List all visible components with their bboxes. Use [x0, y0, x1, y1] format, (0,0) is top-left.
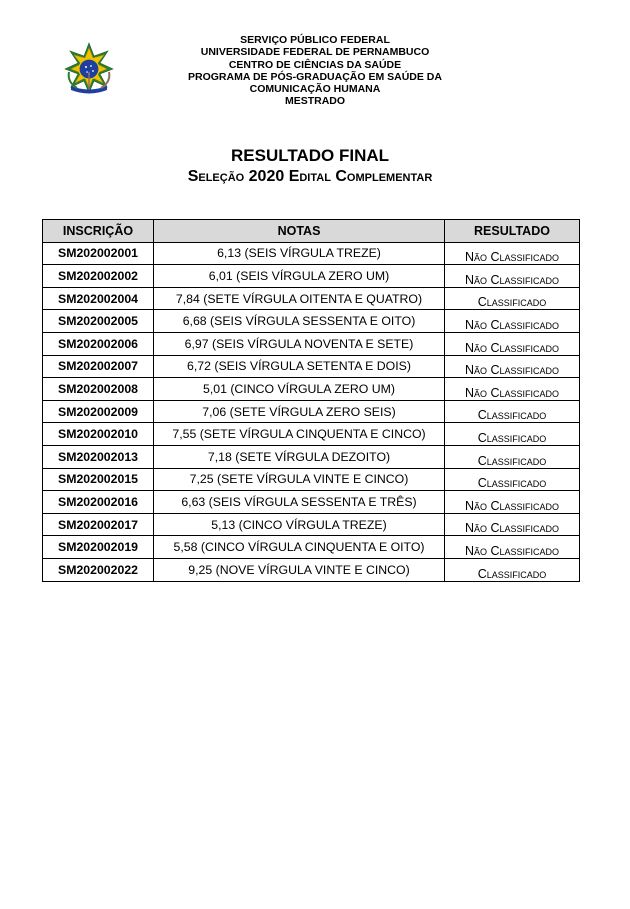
cell-inscricao: SM202002007	[43, 355, 154, 378]
cell-notas: 9,25 (NOVE VÍRGULA VINTE E CINCO)	[154, 558, 445, 581]
cell-inscricao: SM202002010	[43, 423, 154, 446]
page-subtitle: Seleção 2020 Edital Complementar	[187, 168, 433, 185]
cell-resultado: Não Classificado	[445, 491, 580, 514]
cell-resultado: Não Classificado	[445, 536, 580, 559]
title-block	[0, 146, 620, 188]
cell-notas: 5,13 (CINCO VÍRGULA TREZE)	[154, 513, 445, 536]
cell-resultado: Não Classificado	[445, 378, 580, 401]
table-row	[43, 491, 580, 514]
table-row	[43, 536, 580, 559]
cell-resultado: Classificado	[445, 423, 580, 446]
table-row	[43, 513, 580, 536]
cell-notas: 7,06 (SETE VÍRGULA ZERO SEIS)	[154, 400, 445, 423]
cell-notas: 6,01 (SEIS VÍRGULA ZERO UM)	[154, 265, 445, 288]
cell-inscricao: SM202002008	[43, 378, 154, 401]
table-header-row	[43, 220, 580, 243]
header-line: CENTRO DE CIÊNCIAS DA SAÚDE	[228, 58, 402, 71]
cell-notas: 6,68 (SEIS VÍRGULA SESSENTA E OITO)	[154, 310, 445, 333]
table-row	[43, 558, 580, 581]
results-table	[42, 219, 580, 582]
cell-notas: 7,84 (SETE VÍRGULA OITENTA E QUATRO)	[154, 287, 445, 310]
cell-resultado: Não Classificado	[445, 265, 580, 288]
cell-notas: 5,58 (CINCO VÍRGULA CINQUENTA E OITO)	[154, 536, 445, 559]
page-title: RESULTADO FINAL	[230, 146, 390, 165]
cell-inscricao: SM202002004	[43, 287, 154, 310]
cell-inscricao: SM202002017	[43, 513, 154, 536]
cell-resultado: Não Classificado	[445, 513, 580, 536]
cell-notas: 6,63 (SEIS VÍRGULA SESSENTA E TRÊS)	[154, 491, 445, 514]
cell-notas: 7,55 (SETE VÍRGULA CINQUENTA E CINCO)	[154, 423, 445, 446]
cell-resultado: Classificado	[445, 400, 580, 423]
cell-resultado: Não Classificado	[445, 310, 580, 333]
table-row	[43, 355, 580, 378]
table-row	[43, 445, 580, 468]
cell-notas: 7,25 (SETE VÍRGULA VINTE E CINCO)	[154, 468, 445, 491]
header-line: SERVIÇO PÚBLICO FEDERAL	[240, 34, 390, 46]
header-line: COMUNICAÇÃO HUMANA	[249, 83, 381, 96]
table-row	[43, 400, 580, 423]
table-row	[43, 242, 580, 265]
cell-inscricao: SM202002016	[43, 491, 154, 514]
cell-resultado: Classificado	[445, 558, 580, 581]
cell-inscricao: SM202002009	[43, 400, 154, 423]
header-line: MESTRADO	[284, 95, 346, 108]
table-row	[43, 468, 580, 491]
table-row	[43, 332, 580, 355]
table-row	[43, 378, 580, 401]
table-row	[43, 310, 580, 333]
cell-inscricao: SM202002005	[43, 310, 154, 333]
column-header-notas: NOTAS	[154, 220, 445, 243]
header-line: UNIVERSIDADE FEDERAL DE PERNAMBUCO	[200, 46, 430, 59]
cell-inscricao: SM202002001	[43, 242, 154, 265]
table-row	[43, 423, 580, 446]
cell-inscricao: SM202002013	[43, 445, 154, 468]
column-header-inscricao: INSCRIÇÃO	[43, 220, 154, 243]
cell-resultado: Não Classificado	[445, 355, 580, 378]
cell-notas: 6,13 (SEIS VÍRGULA TREZE)	[154, 242, 445, 265]
cell-notas: 5,01 (CINCO VÍRGULA ZERO UM)	[154, 378, 445, 401]
table-body	[43, 242, 580, 581]
cell-notas: 6,72 (SEIS VÍRGULA SETENTA E DOIS)	[154, 355, 445, 378]
cell-resultado: Não Classificado	[445, 332, 580, 355]
cell-inscricao: SM202002015	[43, 468, 154, 491]
cell-inscricao: SM202002006	[43, 332, 154, 355]
column-header-resultado: RESULTADO	[445, 220, 580, 243]
cell-resultado: Classificado	[445, 445, 580, 468]
document-header	[0, 34, 630, 114]
cell-inscricao: SM202002022	[43, 558, 154, 581]
cell-notas: 7,18 (SETE VÍRGULA DEZOITO)	[154, 445, 445, 468]
cell-resultado: Classificado	[445, 287, 580, 310]
cell-inscricao: SM202002002	[43, 265, 154, 288]
header-line: PROGRAMA DE PÓS-GRADUAÇÃO EM SAÚDE DA	[188, 70, 442, 83]
institution-header	[160, 34, 470, 108]
table-row	[43, 265, 580, 288]
cell-inscricao: SM202002019	[43, 536, 154, 559]
brazil-coat-of-arms-icon	[63, 42, 115, 94]
cell-resultado: Não Classificado	[445, 242, 580, 265]
cell-resultado: Classificado	[445, 468, 580, 491]
cell-notas: 6,97 (SEIS VÍRGULA NOVENTA E SETE)	[154, 332, 445, 355]
table-row	[43, 287, 580, 310]
